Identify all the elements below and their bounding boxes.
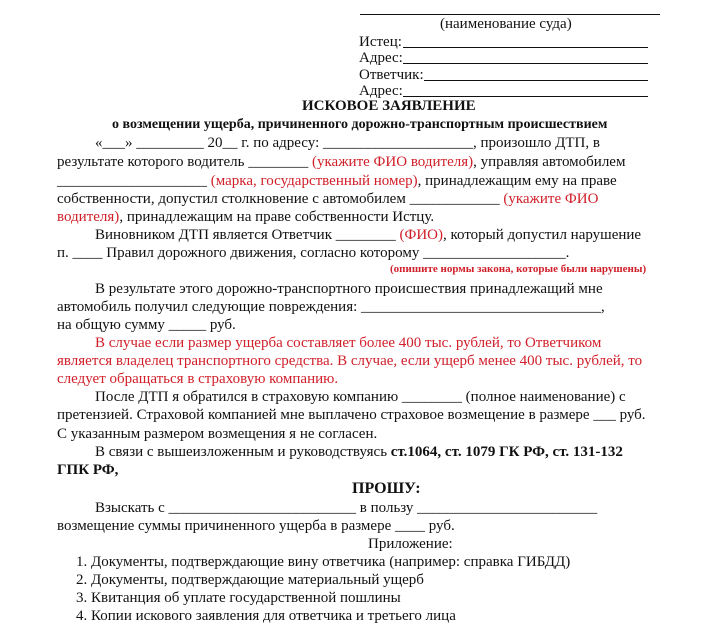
p1-line-1: «___» _________ 20__ г. по адресу: ____________________, произошло ДТП, в <box>95 135 600 151</box>
p5-line-2: ГПК РФ, <box>57 462 119 478</box>
request-line-1: Взыскать с _________________________ в пользу ________________________ <box>95 500 598 516</box>
attachment-item-4: 4. Копии искового заявления для ответчика и третьего лица <box>76 608 456 624</box>
p4-line-3: С указанным размером возмещения я не согласен. <box>57 426 378 442</box>
defendant-label: Ответчик: <box>359 67 424 83</box>
p3-line-3: на общую сумму _____ руб. <box>57 317 236 333</box>
attachment-item-2: 2. Документы, подтверждающие материальный ущерб <box>76 572 424 588</box>
other-driver-hint-cont: водителя) <box>57 209 120 225</box>
defendant-line <box>424 80 648 81</box>
document-subtitle: о возмещении ущерба, причиненного дорожно-транспортным происшествием <box>112 117 608 132</box>
p2-line-2: п. ____ Правил дорожного движения, согласно которому ___________________. <box>57 245 570 261</box>
attachments-heading: Приложение: <box>368 536 453 552</box>
request-heading: ПРОШУ: <box>352 480 421 497</box>
document-title: ИСКОВОЕ ЗАЯВЛЕНИЕ <box>302 98 476 114</box>
court-caption: (наименование суда) <box>440 16 572 32</box>
p5-line-1: В связи с вышеизложенным и руководствуясь ст.1064, ст. 1079 ГК РФ, ст. 131-132 <box>95 444 623 460</box>
p1-line-2: результате которого водитель ________ (укажите ФИО водителя), управляя автомобилем <box>57 154 626 170</box>
car-plate-hint: (марка, государственный номер) <box>210 173 418 189</box>
plaintiff-label: Истец: <box>359 34 402 50</box>
request-line-2: возмещение суммы причиненного ущерба в размере ____ руб. <box>57 518 455 534</box>
plaintiff-address-label: Адрес: <box>359 50 403 66</box>
red-note-line-2: является владелец транспортного средства. В случае, если ущерб менее 400 тыс. рублей, то <box>57 353 643 369</box>
p4-line-1: После ДТП я обратился в страховую компанию ________ (полное наименование) с <box>95 389 626 405</box>
attachment-item-1: 1. Документы, подтверждающие вину ответчика (например: справка ГИБДД) <box>76 554 571 570</box>
plaintiff-address-line <box>403 63 648 64</box>
law-reference: ст.1064, ст. 1079 ГК РФ, ст. 131-132 <box>390 444 623 460</box>
driver-name-hint: (укажите ФИО водителя) <box>311 154 474 170</box>
p1-line-5: водителя), принадлежащим на праве собственности Истцу. <box>57 209 435 225</box>
p4-line-2: претензией. Страховой компанией мне выплачено страховое возмещение в размере ___ руб. <box>57 407 646 423</box>
attachment-item-3: 3. Квитанция об уплате государственной пошлины <box>76 590 401 606</box>
other-driver-hint: (укажите ФИО <box>503 191 599 207</box>
fio-hint: (ФИО) <box>399 227 443 243</box>
red-note-line-1: В случае если размер ущерба составляет более 400 тыс. рублей, то Ответчиком <box>95 335 602 351</box>
law-norms-hint: (опишите нормы закона, которые были нарушены) <box>390 263 647 275</box>
p2-line-1: Виновником ДТП является Ответчик ________ (ФИО), который допустил нарушение <box>95 227 642 243</box>
red-note-line-3: следует обращаться в страховую компанию. <box>57 371 339 387</box>
plaintiff-line <box>403 47 648 48</box>
p1-line-4: собственности, допустил столкновение с автомобилем ____________ (укажите ФИО <box>57 191 599 207</box>
defendant-address-label: Адрес: <box>359 83 403 99</box>
p3-line-1: В результате этого дорожно-транспортного происшествия принадлежащий мне <box>95 281 603 297</box>
p3-line-2: автомобиль получил следующие повреждения: ________________________________, <box>57 299 605 315</box>
p1-line-3: ____________________ (марка, государственный номер), принадлежащим ему на праве <box>57 173 617 189</box>
